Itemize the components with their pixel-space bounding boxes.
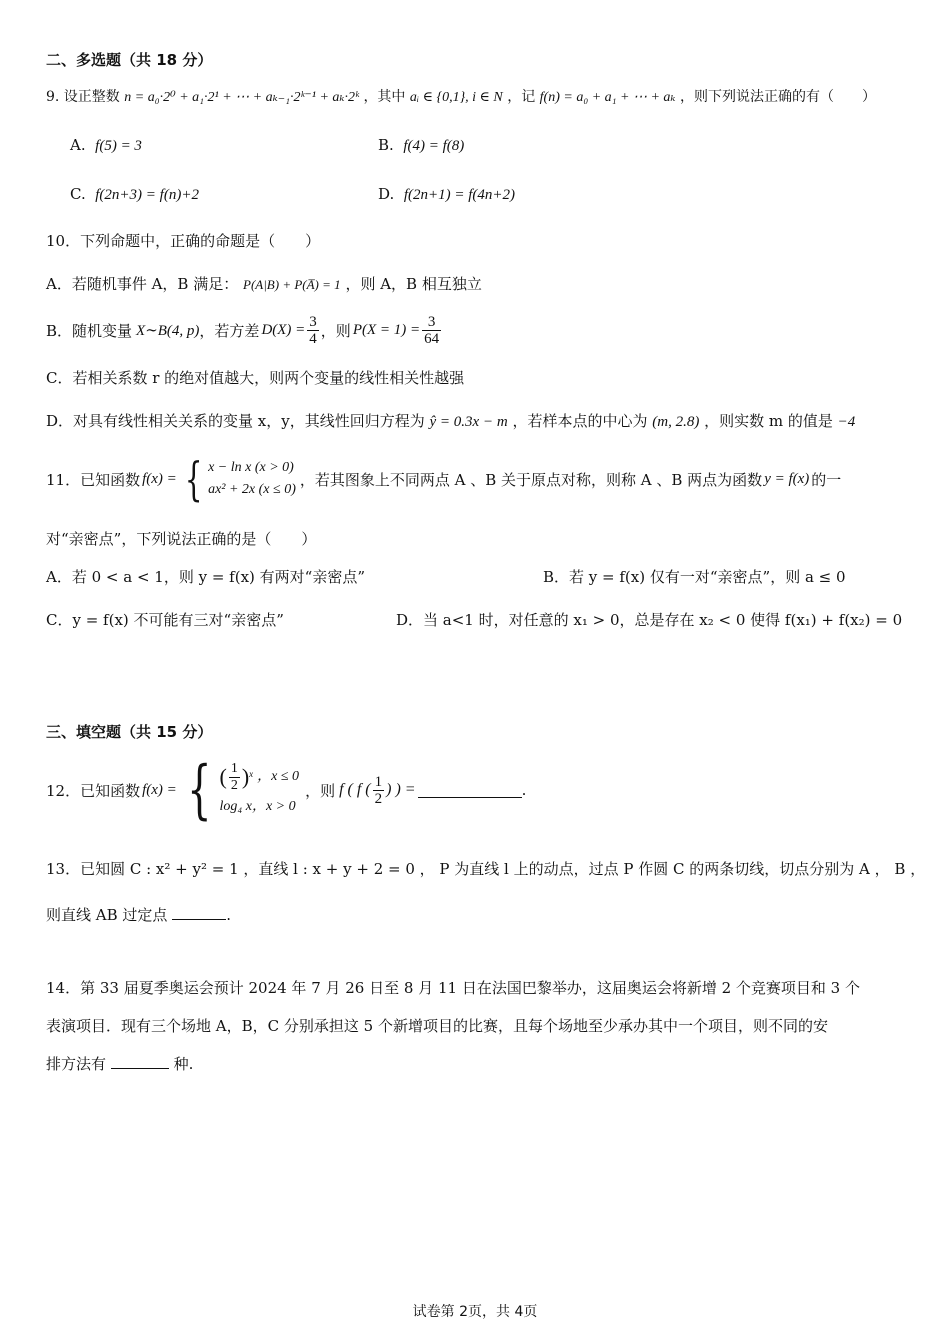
q10-option-b-text-3: ，则 [320, 322, 351, 340]
q10-option-c[interactable]: C．若相关系数 r 的绝对值越大，则两个变量的线性相关性越强 [46, 369, 465, 387]
q9-stem [46, 86, 876, 106]
q10-b-frac1-den: 4 [309, 331, 317, 347]
q10-option-b-expr2: D(X) = [261, 322, 306, 338]
q11-stem-line2: 对“亲密点”，下列说法正确的是（ ） [46, 530, 317, 548]
q9-option-d-label: D. [378, 185, 395, 203]
q13-answer-blank[interactable] [172, 905, 226, 920]
q11-option-c[interactable]: C．y = f(x) 不可能有三对“亲密点” [46, 611, 284, 629]
q11-option-a[interactable]: A．若 0 < a < 1，则 y = f(x) 有两对“亲密点” [46, 568, 366, 586]
q11-stem-expr: y = f(x) [764, 470, 810, 487]
q9-option-b-label: B. [378, 136, 394, 154]
q12-expr-open: f ( f ( [339, 781, 371, 798]
q9-stem-expr: n = a₀·2⁰ + a₁·2¹ + ⋯ + aₖ₋₁·2ᵏ⁻¹ + aₖ·2ᵏ [124, 90, 359, 105]
q10-b-frac2-den: 64 [424, 331, 440, 347]
q10-option-b-expr1: X∼B(4, p) [136, 323, 200, 339]
q12-expr-close: ) ) = [386, 781, 416, 798]
q12-f-lhs: f(x) = [142, 781, 177, 798]
q12-piece1-num: 1 [230, 760, 238, 776]
q10-stem: 10．下列命题中，正确的命题是（ ） [46, 232, 321, 250]
q12-piece2: log₄ x，x > 0 [219, 798, 296, 814]
q12-stem [46, 753, 527, 827]
q9-option-a-expr: f(5) = 3 [95, 138, 142, 154]
q12-answer-blank[interactable] [418, 783, 522, 798]
q12-piece1-exp: x [249, 768, 254, 779]
section-title-multi-choice: 二、多选题（共 18 分） [46, 51, 213, 69]
page-footer: 试卷第 2页，共 4页 [412, 1304, 538, 1320]
q9-option-b-expr: f(4) = f(8) [403, 138, 465, 154]
q13-line2-end: . [226, 906, 231, 924]
q12-expr-num: 1 [374, 773, 383, 790]
q10-option-b-text: B．随机变量 [46, 322, 133, 340]
q12-stem-text-2: ，则 [305, 781, 336, 800]
q10-option-b-frac2 [422, 314, 441, 347]
section-title-fill-in: 三、填空题（共 15 分） [46, 723, 213, 741]
q10-option-d-expr1: ŷ = 0.3x − m [429, 414, 508, 430]
q10-option-d[interactable] [46, 410, 855, 431]
q11-stem-text-3: 的一 [811, 470, 842, 489]
q12-brace-icon: { [186, 753, 212, 827]
q11-stem-text-2: ，若其图象上不同两点 A 、B 关于原点对称，则称 A 、B 两点为函数 [299, 470, 763, 489]
q9-stem-text-2: ，其中 [363, 89, 406, 105]
q10-option-b-expr3: P(X = 1) = [352, 322, 421, 338]
q10-option-a[interactable] [46, 273, 482, 294]
q9-stem-text: 9. 设正整数 [46, 89, 120, 105]
q10-option-a-text: A．若随机事件 A，B 满足： [46, 275, 239, 293]
q10-option-d-value: −4 [837, 414, 856, 430]
q9-option-a-label: A. [70, 136, 86, 154]
q9-option-c[interactable] [70, 185, 199, 204]
q10-option-a-text-2: ，则 A，B 相互独立 [345, 275, 482, 293]
q12-piece1: ( $\frac{1}{2}$ ) $^x$ ，x ≤ 0 [219, 760, 300, 793]
q11-brace-icon: { [184, 452, 203, 506]
q14-answer-blank[interactable] [111, 1054, 169, 1069]
q9-option-c-expr: f(2n+3) = f(n)+2 [95, 187, 199, 203]
q12-expr-frac [373, 774, 385, 807]
q10-b-frac2-num: 3 [422, 314, 441, 331]
q9-option-d[interactable] [378, 185, 515, 204]
q14-line3-text: 排方法有 [46, 1055, 107, 1073]
q14-line3-end: 种. [173, 1055, 194, 1073]
q10-option-d-text-3: ，则实数 m 的值是 [704, 412, 833, 430]
q12-end: . [521, 781, 527, 799]
q14-line1: 14．第 33 届夏季奥运会预计 2024 年 7 月 26 日至 8 月 11 日在法国巴黎举办，这届奥运会将新增 2 个竞赛项目和 3 个 [46, 979, 860, 997]
q11-piece1: x − ln x (x > 0) [208, 460, 294, 475]
q12-stem-text: 12．已知函数 [46, 781, 141, 800]
q11-f-lhs: f(x) = [142, 470, 177, 487]
q9-option-c-label: C. [70, 185, 86, 203]
q11-piece2: ax² + 2x (x ≤ 0) [208, 482, 296, 497]
q9-option-a[interactable] [70, 136, 142, 155]
q10-option-b[interactable] [46, 314, 443, 347]
q9-stem-text-4: ，则下列说法正确的有（ ） [679, 89, 876, 105]
q14-line3 [46, 1053, 193, 1074]
q11-stem [46, 452, 842, 506]
q11-option-b[interactable]: B．若 y = f(x) 仅有一对“亲密点”，则 a ≤ 0 [543, 568, 846, 586]
q10-option-b-frac1 [307, 314, 319, 347]
q13-line2 [46, 904, 231, 925]
q13-line2-text: 则直线 AB 过定点 [46, 906, 168, 924]
q9-option-b[interactable] [378, 136, 464, 155]
q14-line2: 表演项目．现有三个场地 A，B，C 分别承担这 5 个新增项目的比赛，且每个场地至少承办其中一个项目，则不同的安 [46, 1017, 828, 1035]
q13-line1: 13．已知圆 C : x² + y² = 1 ，直线 l : x + y + 2 = 0 ， P 为直线 l 上的动点，过点 P 作圆 C 的两条切线，切点分别为 A ， B ， [46, 860, 926, 878]
q10-option-b-text-2: ，若方差 [199, 322, 260, 340]
q10-option-d-expr2: (m, 2.8) [652, 414, 700, 430]
q10-b-frac1-num: 3 [309, 314, 317, 330]
q12-piece1-den: 2 [230, 777, 238, 793]
q12-expr-den: 2 [374, 790, 383, 807]
q9-stem-text-3: ，记 [507, 89, 536, 105]
q11-stem-text: 11．已知函数 [46, 470, 141, 489]
q10-option-d-text: D．对具有线性相关关系的变量 x，y，其线性回归方程为 [46, 412, 425, 430]
q10-option-d-text-2: ，若样本点的中心为 [512, 412, 648, 430]
q12-expr [339, 781, 371, 799]
q9-stem-cond: aᵢ ∈ {0,1}, i ∈ N [409, 90, 503, 105]
q9-option-d-expr: f(2n+1) = f(4n+2) [403, 187, 515, 203]
q11-piecewise [179, 452, 296, 506]
q9-stem-f: f(n) = a₀ + a₁ + ⋯ + aₖ [539, 90, 676, 105]
q11-option-d[interactable]: D．当 a<1 时，对任意的 x₁ > 0，总是存在 x₂ < 0 使得 f(x₁) + f(x₂) = 0 [396, 611, 903, 629]
q12-piecewise [179, 753, 300, 827]
q12-piece1-cond: ，x ≤ 0 [257, 769, 300, 784]
q10-option-a-expr: P(A|B) + P(A̅) = 1 [243, 277, 341, 292]
